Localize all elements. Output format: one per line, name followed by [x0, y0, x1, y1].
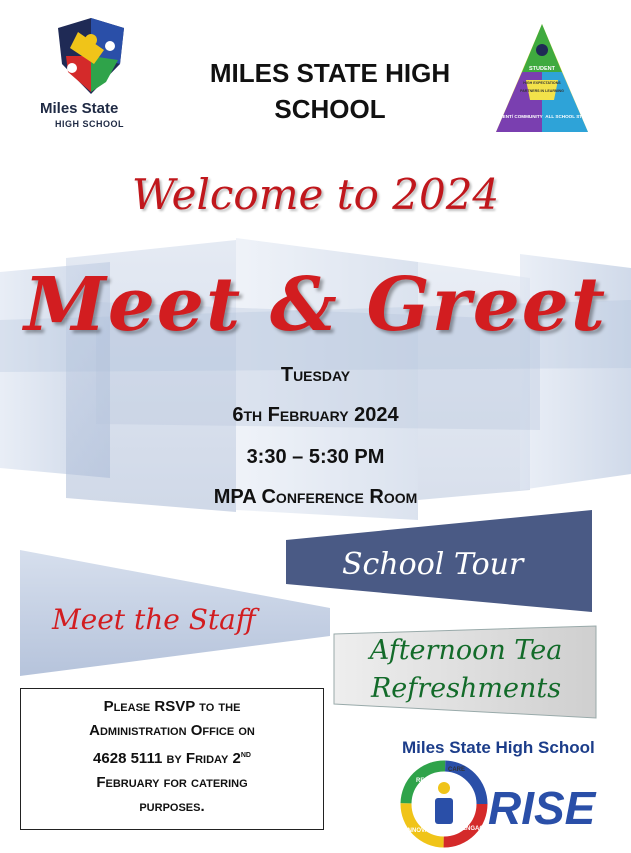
rise-logo: [402, 758, 596, 850]
school-name-heading: [150, 55, 510, 127]
partnership-triangle-logo: [490, 20, 594, 136]
logo-text-main: Miles State: [40, 100, 119, 117]
rsvp-line3-sup: nd: [240, 749, 251, 760]
school-shield-logo: [48, 12, 134, 98]
rsvp-line2: Administration Office on: [89, 722, 255, 739]
rsvp-line1: Please RSVP to the: [103, 698, 241, 715]
event-time: 3:30 – 5:30 PM: [246, 446, 385, 468]
triangle-label-partners: PARTNERS IN LEARNING: [520, 89, 564, 93]
rsvp-line5: purposes.: [139, 798, 205, 815]
school-name-line1: MILES STATE HIGH: [209, 58, 451, 88]
event-day: Tuesday: [280, 364, 351, 386]
school-tour-label: School Tour: [342, 547, 524, 582]
rsvp-line4: February for catering: [96, 774, 248, 791]
rsvp-line3: [21, 743, 323, 771]
afternoon-tea-line1: Afternoon Tea: [369, 635, 563, 666]
triangle-label-staff: ALL SCHOOL STAFF: [545, 114, 591, 119]
triangle-label-parent: PARENT/ COMMUNITY: [493, 114, 543, 119]
rise-word: RISE: [488, 782, 596, 834]
meet-staff-label: Meet the Staff: [52, 603, 256, 636]
rise-ring-care: CARE: [448, 767, 466, 773]
rise-ring-respect: RESPECT: [416, 778, 445, 784]
rise-logo-title: Miles State High School: [402, 738, 595, 757]
event-venue: MPA Conference Room: [213, 486, 418, 508]
rise-ring-innovate: INNOVATE: [406, 828, 437, 834]
rise-ring-engage: ENGAGE: [462, 826, 489, 832]
welcome-heading: Welcome to 2024: [131, 170, 500, 219]
event-date: 6th February 2024: [232, 404, 399, 426]
triangle-label-expectations: HIGH EXPECTATIONS: [523, 81, 561, 85]
logo-text-sub: HIGH SCHOOL: [55, 119, 125, 129]
rsvp-line3-text: 4628 5111 by Friday 2: [93, 750, 241, 767]
rsvp-box: [20, 688, 324, 830]
afternoon-tea-line2: Refreshments: [370, 673, 562, 704]
afternoon-tea-label: [336, 632, 596, 708]
event-title: Meet & Greet: [23, 262, 608, 348]
school-name-line2: SCHOOL: [274, 94, 386, 124]
triangle-label-student: STUDENT: [529, 66, 555, 72]
